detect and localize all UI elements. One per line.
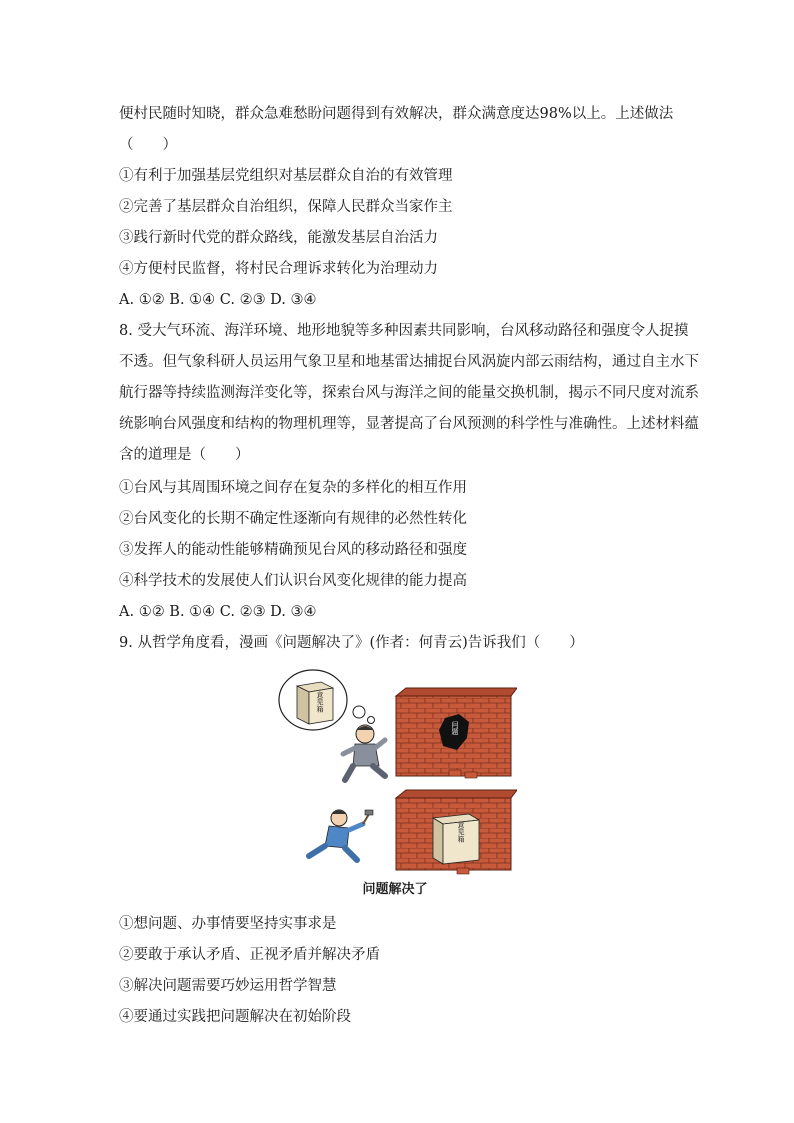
text-line: ②台风变化的长期不确定性逐渐向有规律的必然性转化 (119, 511, 467, 527)
text-line: （ ） (119, 137, 177, 153)
text-line: 统影响台风强度和结构的物理机理等，显著提高了台风预测的科学性与准确性。上述材料蕴 (119, 416, 699, 432)
text-line: 航行器等持续监测海洋变化等，探索台风与海洋之间的能量交换机制，揭示不同尺度对流系 (119, 385, 699, 401)
text-line: 不透。但气象科研人员运用气象卫星和地基雷达捕捉台风涡旋内部云雨结构，通过自主水下 (119, 354, 699, 370)
option-2: ②要敢于承认矛盾、正视矛盾并解决矛盾 (119, 947, 380, 963)
answer-choices: A. ①② B. ①④ C. ②③ D. ③④ (119, 292, 317, 308)
text-line: 含的道理是（ ） (119, 447, 250, 463)
option-4: ④要通过实践把问题解决在初始阶段 (119, 1009, 351, 1025)
option-3: ③解决问题需要巧妙运用哲学智慧 (119, 978, 337, 994)
text-line: ③发挥人的能动性能够精确预见台风的移动路径和强度 (119, 542, 467, 558)
box-label-top: 意见箱 (316, 691, 324, 713)
option-1: ①想问题、办事情要坚持实事求是 (119, 916, 337, 932)
text-line: ④方便村民监督，将村民合理诉求转化为治理动力 (119, 261, 438, 277)
text-line: ①有利于加强基层党组织对基层群众自治的有效管理 (119, 168, 453, 184)
hole-label: 问题 (451, 721, 459, 735)
man-running (343, 725, 385, 780)
man-with-hammer (309, 810, 373, 860)
text-line: ③践行新时代党的群众路线，能激发基层自治活力 (119, 230, 438, 246)
question-8: 8. 受大气环流、海洋环境、地形地貌等多种因素共同影响，台风移动路径和强度令人捉摸 (119, 323, 689, 339)
cartoon-figure (273, 668, 517, 898)
figure-caption: 问题解决了 (362, 882, 428, 897)
text-line: ②完善了基层群众自治组织，保障人民群众当家作主 (119, 199, 453, 215)
answer-choices: A. ①② B. ①④ C. ②③ D. ③④ (119, 604, 317, 620)
box-label-bottom: 意见箱 (457, 821, 465, 843)
text-line: 便村民随时知晓，群众急难愁盼问题得到有效解决，群众满意度达98%以上。上述做法 (119, 106, 674, 122)
text-line: ①台风与其周围环境之间存在复杂的多样化的相互作用 (119, 480, 467, 496)
text-line: ④科学技术的发展使人们认识台风变化规律的能力提高 (119, 573, 467, 589)
question-9: 9. 从哲学角度看，漫画《问题解决了》(作者：何青云)告诉我们（ ） (119, 635, 584, 651)
cartoon-illustration (273, 668, 517, 878)
